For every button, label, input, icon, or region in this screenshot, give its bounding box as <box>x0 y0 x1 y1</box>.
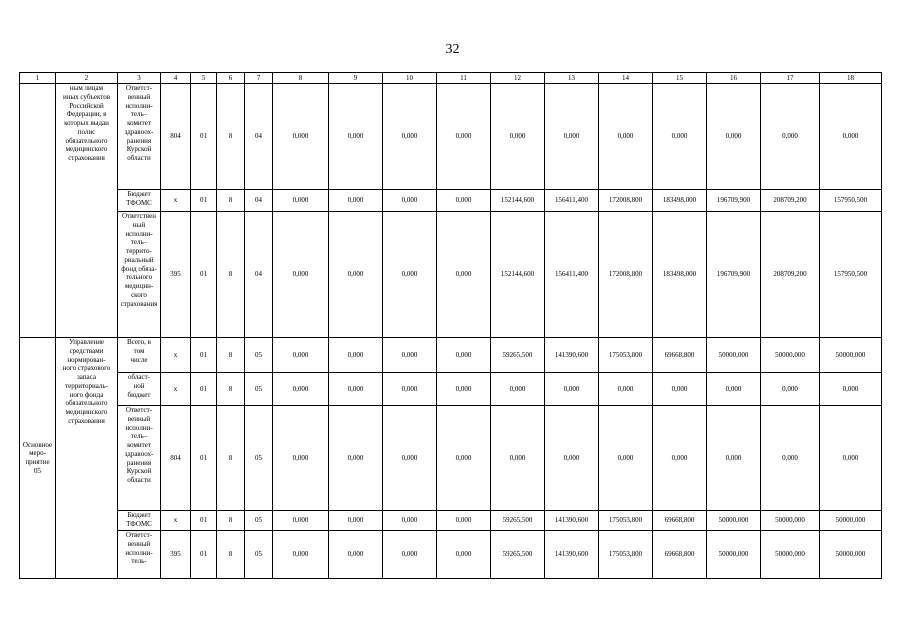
table-row <box>20 406 882 511</box>
activity-description: ным лицам иных субъектов Российской Федерации, в которых выдан полис обязательного медицинского страхования <box>56 84 118 338</box>
amount-cell: 156411,400 <box>545 212 599 338</box>
amount-cell: 196709,900 <box>707 212 761 338</box>
column-number: 16 <box>707 73 761 84</box>
amount-cell: 50000,000 <box>820 511 882 531</box>
amount-cell: 0,000 <box>383 531 437 579</box>
amount-cell: 0,000 <box>329 373 383 406</box>
amount-cell: 0,000 <box>491 84 545 190</box>
amount-cell: 0,000 <box>437 531 491 579</box>
amount-cell: 50000,000 <box>761 511 820 531</box>
budget-code: 01 <box>191 406 217 511</box>
amount-cell: 0,000 <box>599 373 653 406</box>
amount-cell: 157950,500 <box>820 212 882 338</box>
budget-code: 05 <box>245 406 273 511</box>
budget-code: 01 <box>191 531 217 579</box>
amount-cell: 0,000 <box>437 373 491 406</box>
funding-source: Ответст- венный исполни- тель- <box>118 531 161 579</box>
amount-cell: 0,000 <box>273 511 329 531</box>
budget-code: 8 <box>217 338 245 373</box>
amount-cell: 141390,600 <box>545 531 599 579</box>
amount-cell: 141390,600 <box>545 511 599 531</box>
budget-code: 05 <box>245 511 273 531</box>
amount-cell: 0,000 <box>820 84 882 190</box>
funding-source: Бюджет ТФОМС <box>118 511 161 531</box>
amount-cell: 0,000 <box>383 84 437 190</box>
amount-cell: 0,000 <box>707 84 761 190</box>
budget-code: 8 <box>217 373 245 406</box>
budget-code: 395 <box>161 212 191 338</box>
amount-cell: 0,000 <box>437 511 491 531</box>
column-number: 12 <box>491 73 545 84</box>
budget-code: х <box>161 373 191 406</box>
budget-code: 05 <box>245 338 273 373</box>
amount-cell: 208709,200 <box>761 212 820 338</box>
amount-cell: 50000,000 <box>707 338 761 373</box>
amount-cell: 0,000 <box>383 190 437 212</box>
activity-label: Основное меро- приятие 05 <box>20 338 56 579</box>
amount-cell: 0,000 <box>273 338 329 373</box>
table-row <box>20 212 882 338</box>
amount-cell: 0,000 <box>599 406 653 511</box>
amount-cell: 50000,000 <box>761 531 820 579</box>
budget-code: 04 <box>245 212 273 338</box>
amount-cell: 0,000 <box>329 511 383 531</box>
budget-code: 804 <box>161 406 191 511</box>
budget-code: 8 <box>217 531 245 579</box>
amount-cell: 175053,800 <box>599 531 653 579</box>
budget-code: 01 <box>191 212 217 338</box>
column-number: 14 <box>599 73 653 84</box>
table-row <box>20 190 882 212</box>
amount-cell: 157950,500 <box>820 190 882 212</box>
amount-cell: 0,000 <box>383 406 437 511</box>
budget-code: 01 <box>191 84 217 190</box>
funding-source: област- ной бюджет <box>118 373 161 406</box>
budget-code: 01 <box>191 190 217 212</box>
column-number: 9 <box>329 73 383 84</box>
amount-cell: 50000,000 <box>820 338 882 373</box>
column-number: 10 <box>383 73 437 84</box>
funding-source: Ответст- венный исполни- тель– комитет здравоох- ранения Курской области <box>118 84 161 190</box>
amount-cell: 0,000 <box>761 406 820 511</box>
activity-label <box>20 84 56 338</box>
amount-cell: 0,000 <box>653 84 707 190</box>
amount-cell: 50000,000 <box>820 531 882 579</box>
amount-cell: 0,000 <box>437 338 491 373</box>
amount-cell: 172008,800 <box>599 212 653 338</box>
amount-cell: 141390,600 <box>545 338 599 373</box>
amount-cell: 152144,600 <box>491 212 545 338</box>
budget-code: 01 <box>191 338 217 373</box>
column-number: 7 <box>245 73 273 84</box>
funding-source: Бюджет ТФОМС <box>118 190 161 212</box>
amount-cell: 0,000 <box>820 373 882 406</box>
header-row <box>20 73 882 84</box>
table-row <box>20 84 882 190</box>
amount-cell: 183498,000 <box>653 212 707 338</box>
amount-cell: 0,000 <box>383 373 437 406</box>
column-number: 6 <box>217 73 245 84</box>
budget-code: 04 <box>245 84 273 190</box>
table-row <box>20 531 882 579</box>
amount-cell: 0,000 <box>545 373 599 406</box>
amount-cell: 208709,200 <box>761 190 820 212</box>
amount-cell: 0,000 <box>329 531 383 579</box>
budget-code: х <box>161 338 191 373</box>
activity-description: Управление средствами нормирован- ного страхового запаса территориаль- ного фонда обязательного медицинского страхования <box>56 338 118 579</box>
amount-cell: 69668,800 <box>653 338 707 373</box>
amount-cell: 0,000 <box>329 212 383 338</box>
budget-code: х <box>161 511 191 531</box>
amount-cell: 152144,600 <box>491 190 545 212</box>
amount-cell: 0,000 <box>491 373 545 406</box>
column-number: 11 <box>437 73 491 84</box>
amount-cell: 50000,000 <box>707 511 761 531</box>
funding-source: Всего, в том числе <box>118 338 161 373</box>
column-number: 18 <box>820 73 882 84</box>
amount-cell: 0,000 <box>437 212 491 338</box>
amount-cell: 0,000 <box>707 406 761 511</box>
funding-source: Ответствен ный исполни- тель– террито- риальный фонд обяза- тельного медицин- ского страхования <box>118 212 161 338</box>
column-number: 15 <box>653 73 707 84</box>
column-number: 8 <box>273 73 329 84</box>
amount-cell: 69668,800 <box>653 531 707 579</box>
budget-code: 8 <box>217 84 245 190</box>
column-number: 1 <box>20 73 56 84</box>
amount-cell: 0,000 <box>383 511 437 531</box>
column-number: 2 <box>56 73 118 84</box>
budget-code: 05 <box>245 531 273 579</box>
amount-cell: 0,000 <box>273 84 329 190</box>
budget-code: 05 <box>245 373 273 406</box>
amount-cell: 50000,000 <box>761 338 820 373</box>
budget-code: 01 <box>191 511 217 531</box>
budget-code: 8 <box>217 212 245 338</box>
amount-cell: 0,000 <box>329 190 383 212</box>
amount-cell: 69668,800 <box>653 511 707 531</box>
amount-cell: 0,000 <box>653 373 707 406</box>
amount-cell: 59265,500 <box>491 531 545 579</box>
amount-cell: 183498,000 <box>653 190 707 212</box>
amount-cell: 175053,800 <box>599 511 653 531</box>
amount-cell: 59265,500 <box>491 338 545 373</box>
table-row <box>20 338 882 373</box>
amount-cell: 0,000 <box>761 84 820 190</box>
table-row <box>20 511 882 531</box>
amount-cell: 0,000 <box>491 406 545 511</box>
budget-code: 8 <box>217 190 245 212</box>
amount-cell: 172008,800 <box>599 190 653 212</box>
amount-cell: 156411,400 <box>545 190 599 212</box>
amount-cell: 0,000 <box>820 406 882 511</box>
amount-cell: 0,000 <box>273 406 329 511</box>
budget-code: 04 <box>245 190 273 212</box>
amount-cell: 0,000 <box>545 406 599 511</box>
column-number: 13 <box>545 73 599 84</box>
amount-cell: 0,000 <box>545 84 599 190</box>
budget-code: х <box>161 190 191 212</box>
amount-cell: 0,000 <box>653 406 707 511</box>
amount-cell: 175053,800 <box>599 338 653 373</box>
amount-cell: 0,000 <box>329 338 383 373</box>
amount-cell: 0,000 <box>437 190 491 212</box>
amount-cell: 0,000 <box>273 531 329 579</box>
budget-code: 01 <box>191 373 217 406</box>
amount-cell: 0,000 <box>273 190 329 212</box>
amount-cell: 0,000 <box>329 84 383 190</box>
amount-cell: 0,000 <box>273 212 329 338</box>
amount-cell: 0,000 <box>383 212 437 338</box>
budget-code: 8 <box>217 406 245 511</box>
amount-cell: 0,000 <box>437 84 491 190</box>
column-number: 3 <box>118 73 161 84</box>
column-number: 4 <box>161 73 191 84</box>
funding-source: Ответст- венный исполни- тель– комитет здравоох- ранения Курской области <box>118 406 161 511</box>
budget-code: 395 <box>161 531 191 579</box>
amount-cell: 196709,900 <box>707 190 761 212</box>
page-number: 32 <box>445 42 460 57</box>
amount-cell: 50000,000 <box>707 531 761 579</box>
column-number: 5 <box>191 73 217 84</box>
budget-code: 804 <box>161 84 191 190</box>
budget-code: 8 <box>217 511 245 531</box>
table-row <box>20 373 882 406</box>
amount-cell: 0,000 <box>383 338 437 373</box>
amount-cell: 0,000 <box>707 373 761 406</box>
amount-cell: 0,000 <box>599 84 653 190</box>
amount-cell: 59265,500 <box>491 511 545 531</box>
column-number: 17 <box>761 73 820 84</box>
amount-cell: 0,000 <box>761 373 820 406</box>
amount-cell: 0,000 <box>273 373 329 406</box>
amount-cell: 0,000 <box>437 406 491 511</box>
amount-cell: 0,000 <box>329 406 383 511</box>
budget-table <box>19 72 882 579</box>
